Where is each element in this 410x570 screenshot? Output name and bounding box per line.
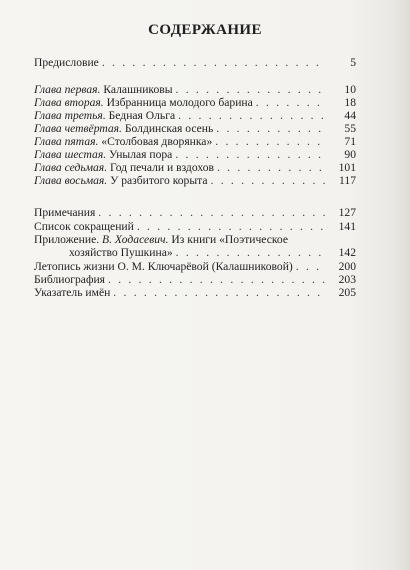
leader-dots (113, 286, 327, 300)
entry-title: Год печали и вздохов (110, 161, 214, 174)
leader-dots (137, 220, 327, 234)
page-number: 141 (338, 220, 356, 233)
entry-title: Унылая пора (109, 148, 173, 161)
toc-entry (34, 56, 356, 70)
chapter-label: Глава вторая. (34, 96, 104, 109)
page-number: 10 (344, 83, 356, 96)
leader-dots (98, 206, 327, 220)
page-number: 90 (344, 148, 356, 161)
page-number: 101 (338, 161, 356, 174)
entry-title: Примечания (34, 206, 96, 219)
leader-dots (178, 109, 327, 123)
leader-dots (216, 122, 327, 136)
entry-title: У разбитого корыта (110, 174, 208, 187)
toc-entry (34, 206, 356, 220)
leader-dots (176, 83, 327, 97)
leader-dots (108, 273, 327, 287)
toc-entry (34, 83, 356, 97)
leader-dots (102, 56, 327, 70)
chapter-label: Глава первая. (34, 83, 101, 96)
leader-dots (217, 161, 327, 175)
page-number: 18 (344, 96, 356, 109)
leader-dots (296, 260, 327, 274)
author-name: В. Ходасевич. (102, 233, 169, 246)
leader-dots (215, 135, 327, 149)
toc-entry (34, 260, 356, 274)
chapter-label: Глава четвёртая. (34, 122, 122, 135)
entry-title: Предисловие (34, 56, 99, 69)
chapter-label: Глава восьмая. (34, 174, 108, 187)
toc-entry (34, 135, 356, 149)
toc-entry (34, 148, 356, 162)
entry-title: Болдинская осень (124, 122, 214, 135)
toc-entry (34, 286, 356, 300)
toc-entry (34, 161, 356, 175)
entry-title: Приложение. (34, 233, 100, 246)
page-number: 71 (344, 135, 356, 148)
chapter-label: Глава третья. (34, 109, 106, 122)
page-number: 44 (344, 109, 356, 122)
toc-entry (34, 109, 356, 123)
toc-entry (34, 233, 356, 247)
toc-entry (34, 174, 356, 188)
entry-title: Калашниковы (103, 83, 173, 96)
entry-title: хозяйство Пушкина» (69, 246, 173, 259)
page-number: 55 (344, 122, 356, 135)
page-number: 127 (338, 206, 356, 219)
entry-title: Библиография (34, 273, 106, 286)
chapter-label: Глава пятая. (34, 135, 99, 148)
page-number: 205 (338, 286, 356, 299)
entry-title: «Столбовая дворянка» (101, 135, 213, 148)
page-title: СОДЕРЖАНИЕ (148, 22, 262, 38)
toc-entry (34, 96, 356, 110)
entry-title: Бедная Ольга (108, 109, 176, 122)
page-number: 117 (339, 174, 356, 187)
leader-dots (211, 174, 328, 188)
leader-dots (176, 246, 327, 260)
leader-dots (256, 96, 327, 110)
chapter-label: Глава шестая. (34, 148, 107, 161)
entry-title: Избранница молодого барина (106, 96, 253, 109)
page-number: 203 (338, 273, 356, 286)
page-number: 5 (350, 56, 356, 69)
page-number: 200 (338, 260, 356, 273)
toc-entry (69, 246, 356, 260)
entry-title: Указатель имён (34, 286, 111, 299)
toc-entry (34, 273, 356, 287)
chapter-label: Глава седьмая. (34, 161, 108, 174)
leader-dots (175, 148, 327, 162)
page-number: 142 (338, 246, 356, 259)
entry-title-rest: Из книги «Поэтическое (171, 233, 289, 246)
entry-title: Летопись жизни О. М. Ключарёвой (Калашниковой) (34, 260, 293, 273)
toc-entry (34, 122, 356, 136)
entry-title: Список сокращений (34, 220, 134, 233)
toc-entry (34, 220, 356, 234)
